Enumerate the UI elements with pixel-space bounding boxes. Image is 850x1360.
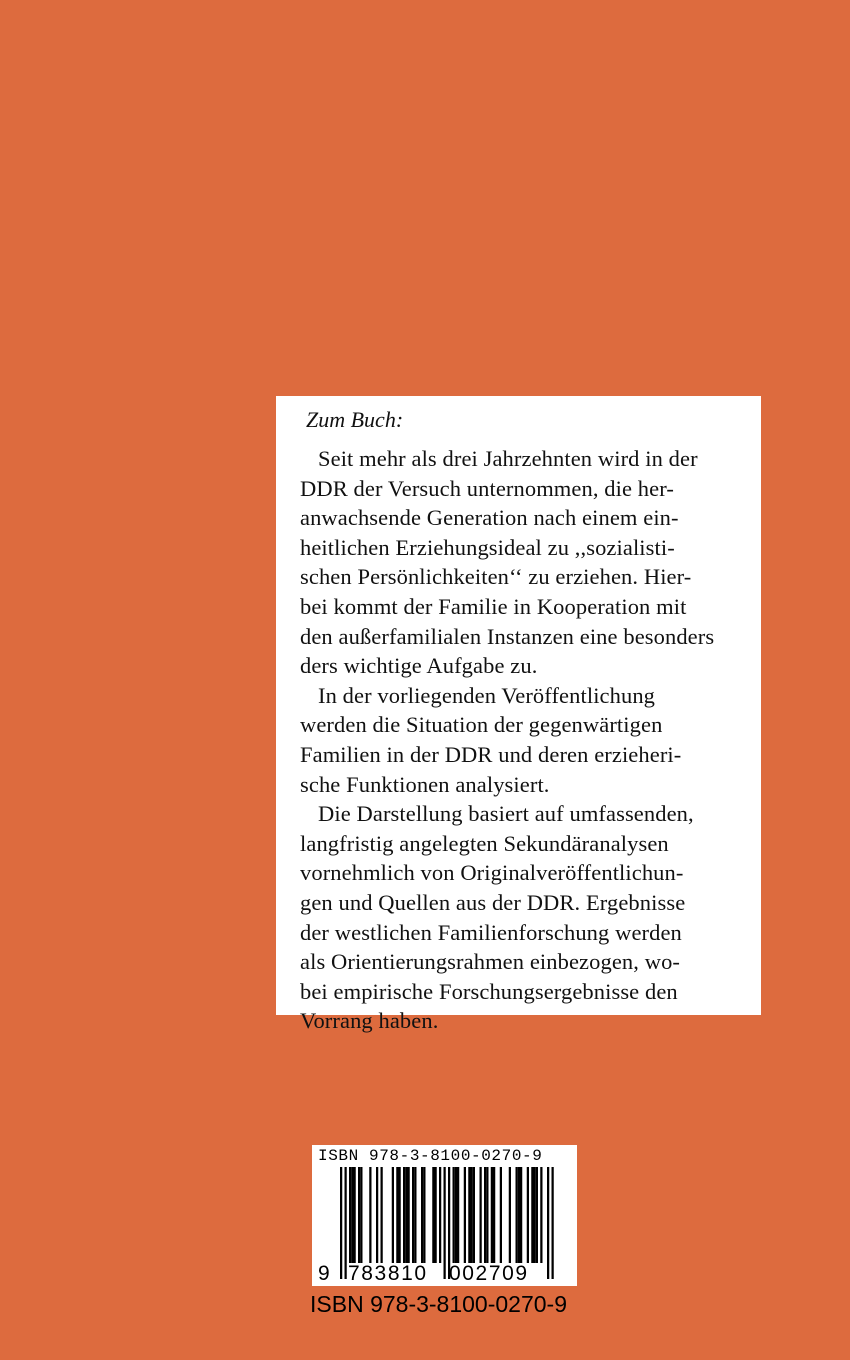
- barcode-bar: [468, 1167, 470, 1263]
- blurb-line: schen Persönlichkeiten‘‘ zu erziehen. Hier-: [300, 564, 692, 590]
- barcode-bar: [399, 1167, 401, 1263]
- barcode-bar: [396, 1167, 398, 1263]
- barcode-bar: [453, 1167, 455, 1263]
- barcode-bar: [423, 1167, 425, 1263]
- back-cover-blurb: [276, 396, 761, 1034]
- barcode-bar: [509, 1167, 511, 1263]
- barcode-bar: [354, 1167, 356, 1263]
- barcode-bar: [360, 1167, 362, 1263]
- blurb-line: Seit mehr als drei Jahrzehnten wird in der: [318, 446, 698, 471]
- blurb-paragraph-2: [300, 681, 751, 799]
- barcode-bar: [340, 1167, 342, 1279]
- barcode-bar: [493, 1167, 495, 1263]
- barcode-bar: [351, 1167, 353, 1263]
- barcode-isbn-label: ISBN 978-3-8100-0270-9: [318, 1147, 543, 1165]
- blurb-line: anwachsende Generation nach einem ein-: [300, 505, 679, 531]
- barcode-bar: [439, 1167, 441, 1263]
- barcode-bar: [405, 1167, 407, 1263]
- blurb-line: In der vorliegenden Veröffentlichung: [318, 682, 656, 708]
- blurb-line: gen und Quellen aus der DDR. Ergebnisse: [300, 889, 686, 915]
- blurb-line: heitlichen Erziehungsideal zu ,,sozialisti-: [300, 534, 675, 560]
- blurb-line: der westlichen Familienforschung werden: [300, 919, 682, 945]
- blurb-heading: Zum Buch:: [306, 407, 404, 432]
- blurb-line: als Orientierungsrahmen einbezogen, wo-: [300, 949, 681, 975]
- blurb-line: Die Darstellung basiert auf umfassenden,: [318, 801, 694, 827]
- barcode-digits-right: 002709: [449, 1262, 529, 1285]
- barcode-bar: [358, 1167, 360, 1263]
- barcode-bar: [480, 1167, 482, 1263]
- barcode-bar: [536, 1167, 538, 1263]
- blurb-line: bei empirische Forschungsergebnisse den: [300, 978, 678, 1004]
- barcode-bar: [455, 1167, 457, 1263]
- blurb-line: bei kommt der Familie in Kooperation mit: [300, 593, 687, 619]
- barcode-bar: [527, 1167, 529, 1263]
- barcode-bar: [500, 1167, 502, 1263]
- barcode-bar: [520, 1167, 522, 1263]
- blurb-line: den außerfamilialen Instanzen eine besonders: [300, 623, 715, 649]
- barcode-digit-lead: 9: [318, 1262, 330, 1285]
- blurb-line: vornehmlich von Originalveröffentlichun-: [300, 860, 684, 886]
- barcode-digits-left: 783810: [348, 1262, 428, 1285]
- barcode-bar: [403, 1167, 405, 1263]
- barcode-bar: [432, 1167, 434, 1263]
- barcode-bar: [516, 1167, 518, 1263]
- barcode-bar: [435, 1167, 437, 1263]
- barcode-bar: [491, 1167, 493, 1263]
- blurb-line: werden die Situation der gegenwärtigen: [300, 712, 663, 738]
- barcode-bar: [518, 1167, 520, 1263]
- blurb-line: Familien in der DDR und deren erzieheri-: [300, 741, 682, 767]
- barcode-panel: [312, 1145, 577, 1286]
- isbn-footer: ISBN 978-3-8100-0270-9: [310, 1291, 567, 1317]
- barcode-bar: [408, 1167, 410, 1263]
- barcode-bar: [381, 1167, 383, 1263]
- barcode-bar: [464, 1167, 466, 1263]
- blurb-line: langfristig angelegten Sekundäranalysen: [300, 830, 669, 856]
- barcode-bar: [534, 1167, 536, 1263]
- barcode-bar: [369, 1167, 371, 1263]
- barcode-bar: [552, 1167, 554, 1279]
- barcode-bar: [444, 1167, 446, 1279]
- barcode-bar: [547, 1167, 549, 1279]
- barcode-bar: [421, 1167, 423, 1263]
- barcode-bar: [471, 1167, 473, 1263]
- barcode-bar: [531, 1167, 533, 1263]
- barcode-bar: [484, 1167, 486, 1263]
- blurb-line: ders wichtige Aufgabe zu.: [300, 653, 538, 679]
- barcode-bar: [414, 1167, 416, 1263]
- blurb-line: sche Funktionen analysiert.: [300, 771, 550, 797]
- barcode-bar: [473, 1167, 475, 1263]
- barcode-bar: [412, 1167, 414, 1263]
- barcode-bar: [349, 1167, 351, 1263]
- barcode-bar: [376, 1167, 378, 1263]
- barcode-bar: [540, 1167, 542, 1263]
- barcode-bar: [345, 1167, 347, 1279]
- barcode-bar: [486, 1167, 488, 1263]
- blurb-line: Vorrang haben.: [300, 1008, 439, 1034]
- barcode-bar: [457, 1167, 459, 1263]
- blurb-paragraph-3: [300, 799, 751, 1036]
- barcode-bar: [392, 1167, 394, 1263]
- blurb-paragraph-1: [300, 444, 751, 681]
- blurb-line: DDR der Versuch unternommen, die her-: [300, 475, 674, 501]
